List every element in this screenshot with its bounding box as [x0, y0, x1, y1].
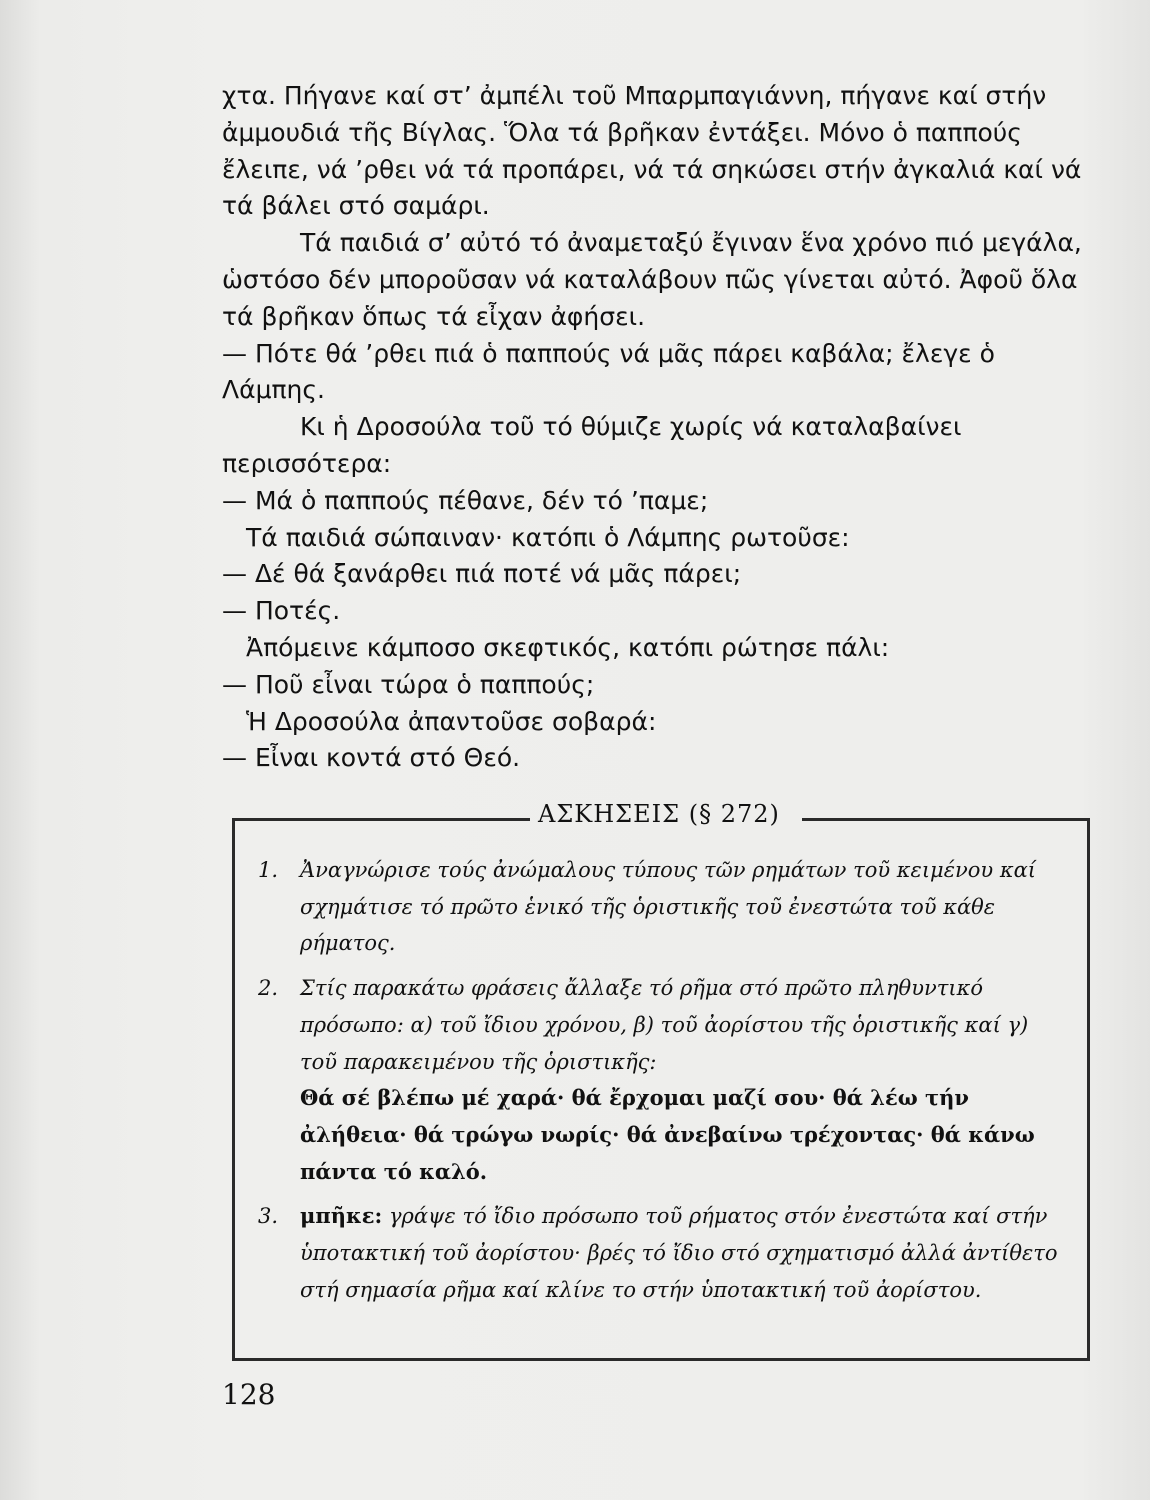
dialogue-line-1: — Μά ὁ παππούς πέθανε, δέν τό ’παμε; [222, 485, 709, 515]
exercise-item-3 [258, 1198, 1058, 1308]
paragraph-2: Τά παιδιά σ’ αὐτό τό ἀναμεταξύ ἔγιναν ἕνα χρόνο πιό μεγάλα, ὡστόσο δέν μποροῦσαν νά καταλάβουν πῶς γίνεται αὐτό. Ἀφοῦ ὅλα τά βρῆκαν ὅπως τά εἶχαν ἀφήσει. [222, 228, 1082, 331]
exercise-item-1 [258, 852, 1058, 962]
exercise-keyword: μπῆκε: [300, 1203, 383, 1229]
box-border-top-left [232, 818, 530, 821]
dialogue-line-2: Τά παιδιά σώπαιναν· κατόπι ὁ Λάμπης ρωτοῦσε: [246, 522, 850, 552]
exercise-phrases: Θά σέ βλέπω μέ χαρά· θά ἔρχομαι μαζί σου· θά λέω τήν ἀλήθεια· θά τρώγω νωρίς· θά ἀνεβαίνω τρέχοντας· θά κάνω πάντα τό καλό. [300, 1085, 1035, 1184]
box-border-top-right [802, 818, 1090, 821]
dialogue-line-7: Ἡ Δροσούλα ἀπαντοῦσε σοβαρά: [246, 706, 657, 736]
exercises-title: ΑΣΚΗΣΕΙΣ (§ 272) [538, 800, 780, 828]
paragraph-3: — Πότε θά ’ρθει πιά ὁ παππούς νά μᾶς πάρει καβάλα; ἔλεγε ὁ Λάμπης. [222, 338, 995, 405]
exercise-text: γράψε τό ἴδιο πρόσωπο τοῦ ρήματος στόν ἐνεστώτα καί στήν ὑποτακτική τοῦ ἀορίστου· βρές τό ἴδιο στό σχηματισμό ἀλλά ἀντίθετο στή σημασία ρῆμα καί κλίνε το στήν ὑποτακτική τοῦ ἀορίστου. [300, 1204, 1058, 1302]
exercise-number: 1. [258, 858, 279, 882]
dialogue-line-6: — Ποῦ εἶναι τώρα ὁ παππούς; [222, 669, 595, 699]
dialogue-line-4: — Ποτές. [222, 596, 341, 626]
exercises-list [258, 852, 1058, 1316]
exercise-number: 3. [258, 1204, 279, 1229]
story-text [222, 78, 1102, 777]
exercise-text: Στίς παρακάτω φράσεις ἄλλαξε τό ρῆμα στό πρῶτο πληθυντικό πρόσωπο: α) τοῦ ἴδιου χρόνου, β) τοῦ ἀορίστου τῆς ὁριστικῆς καί γ) τοῦ παρακειμένου τῆς ὁριστικῆς: [300, 976, 1029, 1074]
exercise-item-2 [258, 970, 1058, 1190]
exercise-number: 2. [258, 976, 279, 1001]
page-number: 128 [222, 1378, 276, 1411]
paragraph-4: Κι ἡ Δροσούλα τοῦ τό θύμιζε χωρίς νά καταλαβαίνει περισσότερα: [222, 412, 962, 478]
dialogue-line-5: Ἀπόμεινε κάμποσο σκεφτικός, κατόπι ρώτησε πάλι: [246, 632, 890, 662]
dialogue-line-8: — Εἶναι κοντά στό Θεό. [222, 743, 521, 773]
dialogue-line-3: — Δέ θά ξανάρθει πιά ποτέ νά μᾶς πάρει; [222, 559, 742, 589]
paragraph-1: χτα. Πήγανε καί στ’ ἀμπέλι τοῦ Μπαρμπαγιάννη, πήγανε καί στήν ἀμμουδιά τῆς Βίγλας. Ὅλα τά βρῆκαν ἐντάξει. Μόνο ὁ παππούς ἔλειπε, νά ’ρθει νά τά προπάρει, νά τά σηκώσει στήν ἀγκαλιά καί νά τά βάλει στό σαμάρι. [222, 81, 1082, 221]
exercise-text: Ἀναγνώρισε τούς ἀνώμαλους τύπους τῶν ρημάτων τοῦ κειμένου καί σχημάτισε τό πρῶτο ἑνικό τῆς ὁριστικῆς τοῦ ἐνεστώτα τοῦ κάθε ρήματος. [300, 858, 1037, 956]
